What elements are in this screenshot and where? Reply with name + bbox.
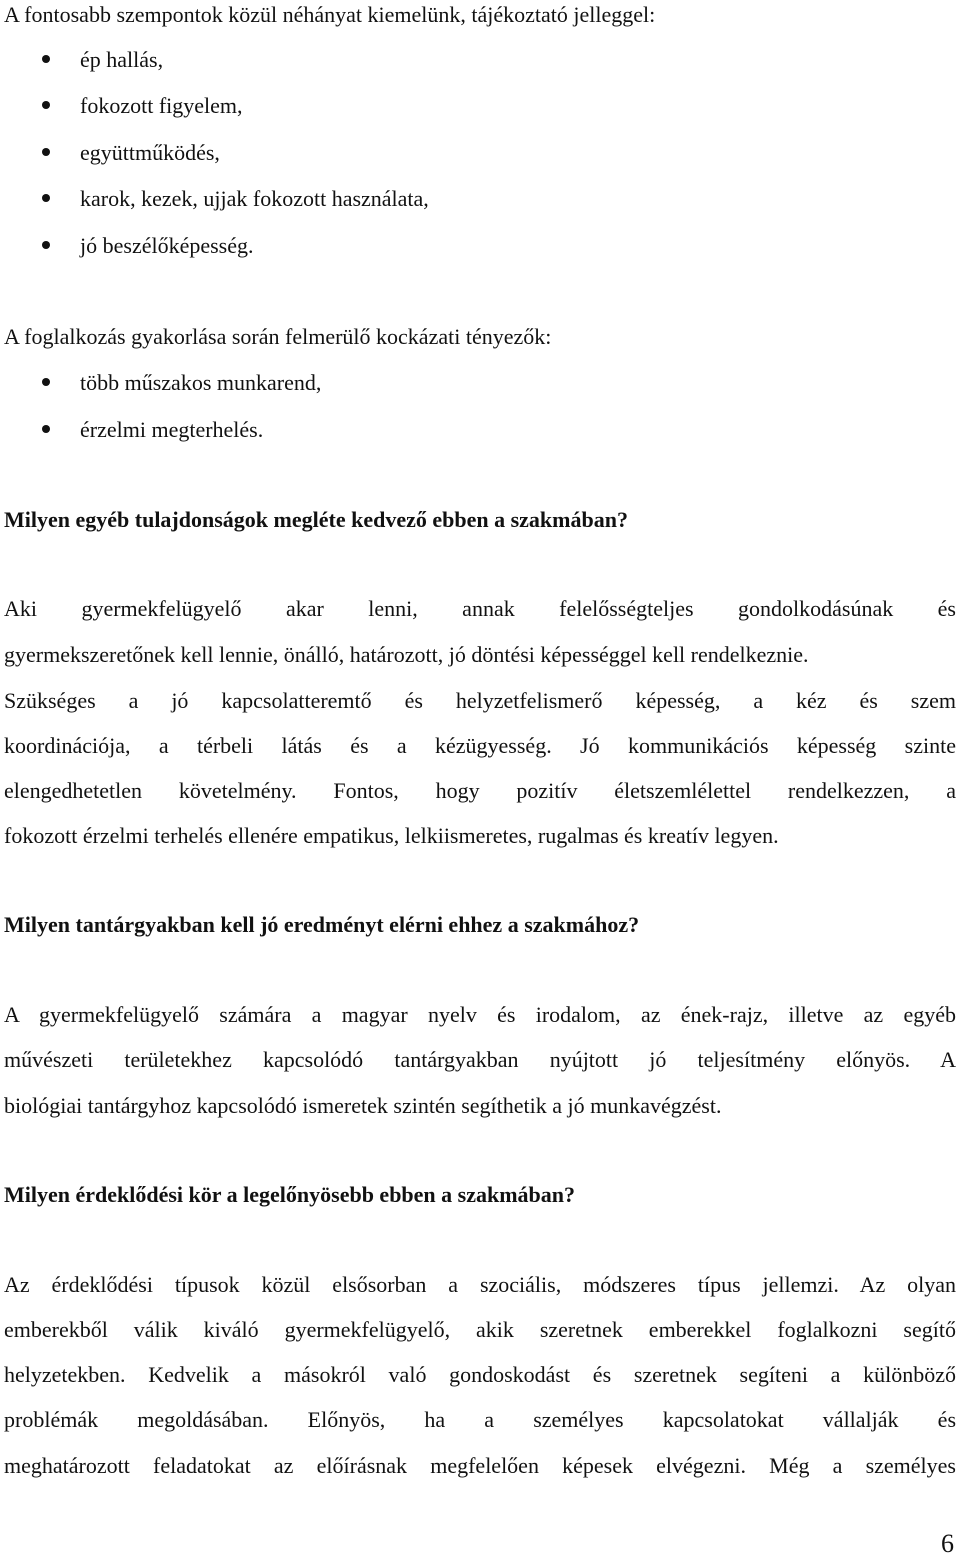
paragraph-line: Az érdeklődési típusok közül elsősorban a szociális, módszeres típus jellemzi. Az olyan <box>4 1272 956 1297</box>
paragraph-line: fokozott érzelmi terhelés ellenére empatikus, lelkiismeretes, rugalmas és kreatív legyen. <box>4 823 779 848</box>
bullet-icon <box>42 378 50 386</box>
document-page: A fontosabb szempontok közül néhányat kiemelünk, tájékoztató jelleggel: ép hallás, fokozott figyelem, együttműködés, karok, kezek, ujjak fokozott használata, jó beszélőképesség. A foglalkozás gyakorlása során felmerülő kockázati tényezők: több műszakos munkarend, érzelmi megterhelés. Milyen egyéb tulajdonságok megléte kedvező ebben a szakmában? Aki gyermekfelügyelő akar lenni, annak felelősségteljes gondolkodásúnak és gyermekszeretőnek kell lennie, önálló, határozott, jó döntési képességgel kell rendelkeznie. Szükséges a jó kapcsolatteremtő és helyzetfelismerő képesség, a kéz és szem koordinációja, a térbeli látás és a kézügyesség. Jó kommunikációs képesség szinte elengedhetetlen követelmény. Fontos, hogy pozitív életszemlélettel rendelkezzen, a fokozott érzelmi terhelés ellenére empatikus, lelkiismeretes, rugalmas és kreatív legyen. Milyen tantárgyakban kell jó eredményt elérni ehhez a szakmához? A gyermekfelügyelő számára a magyar nyelv és irodalom, az ének-rajz, illetve az egyéb művészeti területekhez kapcsolódó tantárgyakban nyújtott jó teljesítmény előnyös. A biológiai tantárgyhoz kapcsolódó ismeretek szintén segíthetik a jó munkavégzést. Milyen érdeklődési kör a legelőnyösebb ebben a szakmában? Az érdeklődési típusok közül elsősorban a szociális, módszeres típus jellemzi. Az olyan emberekből válik kiváló gyermekfelügyelő, akik szeretnek emberekkel foglalkozni segítő helyzetekben. Kedvelik a másokról való gondoskodást és szeretnek segíteni a különböző problémák megoldásában. Előnyös, ha a személyes kapcsolatokat vállalják és meghatározott feladatokat az előírásnak megfelelően képesek elvégezni. Még a személyes 6 <box>4 2 956 1558</box>
paragraph-line: problémák megoldásában. Előnyös, ha a személyes kapcsolatokat vállalják és <box>4 1407 956 1432</box>
paragraph-line: művészeti területekhez kapcsolódó tantárgyakban nyújtott jó teljesítmény előnyös. A <box>4 1047 956 1072</box>
paragraph-line: meghatározott feladatokat az előírásnak megfelelően képesek elvégezni. Még a személyes <box>4 1453 956 1478</box>
section-heading: Milyen tantárgyakban kell jó eredményt elérni ehhez a szakmához? <box>4 912 640 937</box>
paragraph-line: A gyermekfelügyelő számára a magyar nyelv és irodalom, az ének-rajz, illetve az egyéb <box>4 1002 956 1027</box>
paragraph-line: emberekből válik kiváló gyermekfelügyelő, akik szeretnek emberekkel foglalkozni segítő <box>4 1317 956 1342</box>
bullet-icon <box>42 55 50 63</box>
paragraph-line: Aki gyermekfelügyelő akar lenni, annak felelősségteljes gondolkodásúnak és <box>4 596 956 621</box>
page-number: 6 <box>941 1529 954 1558</box>
paragraph-line: helyzetekben. Kedvelik a másokról való gondoskodást és szeretnek segíteni a különböző <box>4 1362 956 1387</box>
bullet-icon <box>42 194 50 202</box>
bullet-icon <box>42 425 50 433</box>
paragraph-line: Szükséges a jó kapcsolatteremtő és helyzetfelismerő képesség, a kéz és szem <box>4 688 956 713</box>
paragraph-line: biológiai tantárgyhoz kapcsolódó ismeretek szintén segíthetik a jó munkavégzést. <box>4 1093 722 1118</box>
section-heading: Milyen egyéb tulajdonságok megléte kedvező ebben a szakmában? <box>4 507 628 532</box>
bullet-icon <box>42 101 50 109</box>
section-heading: Milyen érdeklődési kör a legelőnyösebb ebben a szakmában? <box>4 1182 576 1207</box>
bullet-icon <box>42 148 50 156</box>
bullet-icon <box>42 241 50 249</box>
paragraph-line: elengedhetetlen követelmény. Fontos, hogy pozitív életszemlélettel rendelkezzen, a <box>4 778 956 803</box>
risk-intro-text: A foglalkozás gyakorlása során felmerülő kockázati tényezők: <box>4 324 552 349</box>
paragraph-line: gyermekszeretőnek kell lennie, önálló, határozott, jó döntési képességgel kell rendelkeznie. <box>4 642 809 667</box>
intro-text: A fontosabb szempontok közül néhányat kiemelünk, tájékoztató jelleggel: <box>4 2 656 27</box>
paragraph-line: koordinációja, a térbeli látás és a kézügyesség. Jó kommunikációs képesség szinte <box>4 733 956 758</box>
